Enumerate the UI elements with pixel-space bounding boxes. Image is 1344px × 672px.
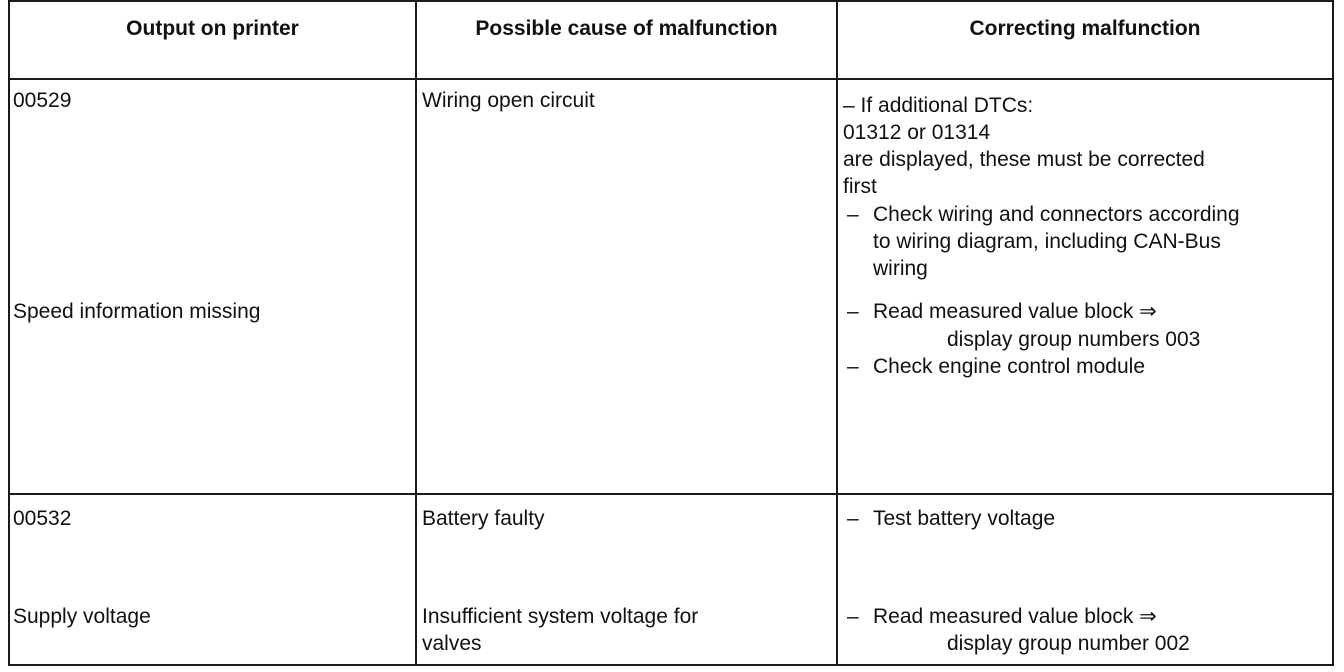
correction-line: Test battery voltage [873, 507, 1056, 530]
correction-bullet [847, 353, 1145, 381]
correction-bullet [847, 201, 1240, 229]
row-divider [8, 493, 1334, 495]
correction-line: first [843, 175, 877, 198]
correction-line: to wiring diagram, including CAN-Bus [873, 230, 1221, 253]
column-divider-2 [836, 0, 838, 666]
output-description: Speed information missing [13, 300, 261, 323]
correction-line: Read measured value block ⇒ [873, 605, 1157, 628]
cause-text: Insufficient system voltage for [422, 605, 699, 628]
correction-bullet [847, 298, 1157, 326]
correction-line: Check engine control module [873, 355, 1145, 378]
correction-line: – If additional DTCs: [843, 94, 1034, 117]
table-border-left [8, 0, 10, 666]
table-border-right [1332, 0, 1334, 666]
column-header-correction: Correcting malfunction [969, 17, 1201, 40]
correction-line: are displayed, these must be corrected [843, 148, 1205, 171]
output-code: 00532 [13, 507, 72, 530]
correction-line: Check wiring and connectors according [873, 203, 1240, 226]
column-header-output: Output on printer [126, 17, 299, 40]
output-code: 00529 [13, 89, 72, 112]
output-description: Supply voltage [13, 605, 151, 628]
table-border-top [8, 0, 1334, 2]
dash-bullet: – [847, 300, 859, 323]
cause-text: Wiring open circuit [422, 89, 595, 112]
correction-line: display group number 002 [947, 632, 1190, 655]
header-divider [8, 78, 1334, 80]
correction-line: display group numbers 003 [947, 328, 1201, 351]
correction-bullet [847, 505, 1055, 533]
correction-line: 01312 or 01314 [843, 121, 991, 144]
table-border-bottom [8, 664, 1334, 666]
dash-bullet: – [847, 605, 859, 628]
correction-bullet [847, 603, 1157, 631]
column-header-cause: Possible cause of malfunction [475, 17, 778, 40]
dash-bullet: – [847, 203, 859, 226]
column-divider-1 [415, 0, 417, 666]
dash-bullet: – [847, 507, 859, 530]
correction-line: Read measured value block ⇒ [873, 300, 1157, 323]
dash-bullet: – [847, 355, 859, 378]
cause-text: Battery faulty [422, 507, 545, 530]
correction-line: wiring [873, 257, 928, 280]
cause-text: valves [422, 632, 482, 655]
